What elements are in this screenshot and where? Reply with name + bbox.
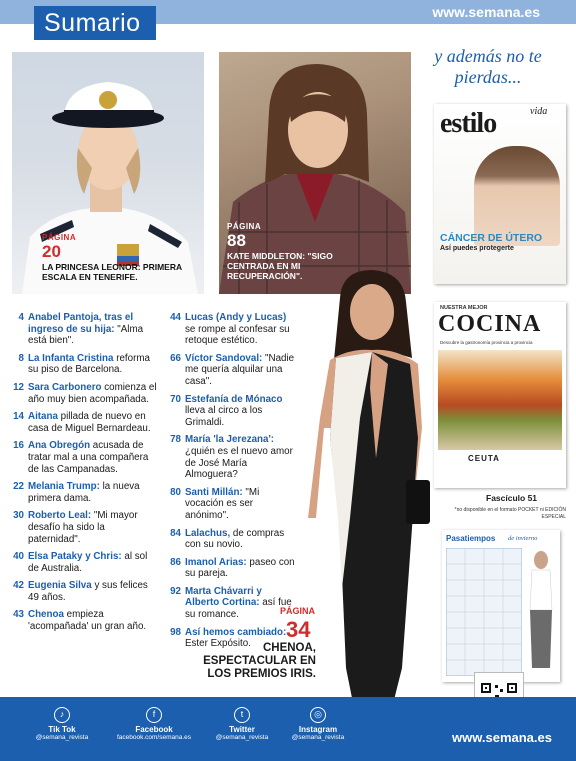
toc-item[interactable]: [165, 434, 295, 480]
toc-name: Así hemos cambiado:: [185, 626, 287, 638]
leonor-illustration: [12, 52, 204, 294]
photo-kate: [219, 52, 411, 294]
toc-text: reforma su piso de Barcelona.: [28, 352, 150, 376]
toc-page-num: 98: [170, 626, 181, 638]
social-instagram[interactable]: [286, 707, 350, 741]
toc-name: María 'la Jerezana':: [185, 434, 275, 446]
toc-text: "Mi mayor desafío ha sido la paternidad".: [28, 510, 138, 545]
toc-page-num: 78: [170, 434, 181, 446]
cocina-tagline: Descubre la gastronomía provincia a provincia: [440, 340, 533, 345]
fasciculo-label: Fascículo 51: [486, 493, 538, 503]
toc-text: "Alma está bien".: [28, 323, 144, 347]
section-title: Sumario: [34, 6, 156, 40]
toc-text: pillada de nuevo en casa de Miguel Bernardeau.: [28, 411, 151, 434]
toc-name: Roberto Leal:: [28, 510, 92, 522]
toc-text: se rompe al confesar su retoque estético.: [185, 323, 290, 347]
toc-text: de compras con su novio.: [185, 527, 285, 551]
photo-left-caption: LA PRINCESA LEONOR: PRIMERA ESCALA EN TENERIFE.: [42, 262, 182, 282]
toc-name: Aitana: [28, 411, 58, 423]
toc-item[interactable]: [165, 394, 295, 429]
toc-text: comienza el año muy bien acompañada.: [28, 381, 157, 405]
photo-right-caption: KATE MIDDLETON: "SIGO CENTRADA EN MI RECUPERACIÓN".: [227, 251, 333, 281]
toc-page-num: 80: [170, 486, 181, 498]
footer-bar: [0, 697, 576, 761]
estilo-brand: estilo: [440, 108, 497, 139]
toc-item[interactable]: [165, 312, 295, 347]
instagram-icon: ◎: [310, 707, 326, 723]
social-name: Instagram: [298, 725, 338, 734]
toc-text: "Mi vocación es ser anónimo".: [185, 486, 260, 521]
toc-page-num: 42: [13, 580, 24, 592]
cocina-region: CEUTA: [468, 454, 500, 463]
availability-note: *no disponible en el formato POCKET ni EDICIÓN ESPECIAL: [454, 507, 566, 520]
pasatiempos-cover[interactable]: [442, 530, 560, 682]
toc-page-num: 30: [13, 510, 24, 522]
sidebar-title: y además no te pierdas...: [434, 46, 542, 87]
toc-page-num: 86: [170, 556, 181, 568]
toc-name: Melania Trump:: [28, 481, 100, 493]
website-bottom[interactable]: www.semana.es: [452, 730, 552, 745]
toc-text: lleva al circo a los Grimaldi.: [185, 405, 263, 428]
toc-page-num: 16: [13, 440, 24, 452]
toc-item[interactable]: [8, 440, 158, 475]
toc-text: y sus felices 49 años.: [28, 580, 148, 603]
featured-page-num: 34: [286, 617, 311, 642]
toc-item[interactable]: [165, 528, 295, 551]
toc-name: Lucas (Andy y Lucas): [185, 312, 287, 323]
toc-name: La Infanta Cristina: [28, 352, 114, 364]
toc-page-num: 4: [18, 312, 24, 323]
toc-item[interactable]: [165, 487, 295, 522]
estilo-subline: Así puedes protegerte: [440, 245, 514, 252]
social-name: Twitter: [229, 725, 255, 734]
toc-item[interactable]: [165, 586, 295, 621]
toc-page-num: 14: [13, 411, 24, 423]
social-handle: @semana_revista: [35, 734, 89, 741]
toc-text: acusada de tratar mal a una compañera de las Campanadas.: [28, 440, 149, 475]
estilo-cover-photo: [474, 146, 560, 246]
toc-page-num: 84: [170, 527, 181, 539]
social-handle: @semana_revista: [291, 734, 345, 741]
toc-text: empieza 'acompañada' un gran año.: [28, 609, 147, 633]
toc-name: Eugenia Silva: [28, 580, 92, 592]
cocina-cover-photo: [438, 350, 562, 450]
toc-item[interactable]: [8, 609, 158, 632]
toc-page-num: 22: [13, 481, 24, 493]
toc-name: Imanol Arias:: [185, 556, 247, 568]
featured-caption: CHENOA, ESPECTACULAR EN LOS PREMIOS IRIS.: [203, 642, 316, 680]
cocina-cover[interactable]: [434, 302, 566, 488]
social-name: Tik Tok: [48, 725, 76, 734]
estilo-cover[interactable]: [434, 104, 566, 284]
toc-item[interactable]: [8, 382, 158, 405]
tiktok-icon: ♪: [54, 707, 70, 723]
toc-page-num: 44: [170, 312, 181, 323]
toc-item[interactable]: [8, 481, 158, 504]
toc-page-num: 43: [13, 609, 24, 621]
toc-text: paseo con su pareja.: [185, 556, 295, 580]
estilo-headline: CÁNCER DE ÚTERO: [440, 232, 543, 244]
toc-name: Estefanía de Mónaco: [185, 393, 283, 405]
photo-right-page-num: 88: [227, 231, 246, 250]
toc-name: Santi Millán:: [185, 486, 243, 498]
social-twitter[interactable]: [212, 707, 272, 741]
toc-right-column: [165, 312, 295, 656]
toc-page-num: 70: [170, 393, 181, 405]
toc-name: Lalachus,: [185, 527, 231, 539]
toc-name: Ana Obregón: [28, 440, 91, 452]
pasatiempos-brand: Pasatiempos: [446, 534, 496, 543]
toc-name: Sara Carbonero: [28, 381, 102, 393]
toc-item[interactable]: [8, 510, 158, 545]
photo-left-page-label: PÁGINA: [42, 233, 77, 242]
social-handle: facebook.com/semana.es: [116, 734, 192, 741]
toc-text: ¿quién es el nuevo amor de José María Almoguera?: [185, 445, 293, 481]
toc-page-num: 66: [170, 352, 181, 364]
toc-name: Marta Chávarri y Alberto Cortina:: [185, 585, 262, 609]
social-name: Facebook: [135, 725, 173, 734]
facebook-icon: f: [146, 707, 162, 723]
toc-item[interactable]: [165, 353, 295, 388]
toc-page-num: 8: [18, 352, 24, 364]
toc-item[interactable]: [165, 557, 295, 580]
toc-name: Elsa Pataky y Chris:: [28, 551, 122, 563]
pasatiempos-grid: [446, 548, 522, 676]
toc-page-num: 12: [13, 381, 24, 393]
toc-item[interactable]: [8, 411, 158, 434]
toc-item[interactable]: [8, 580, 158, 603]
social-tiktok[interactable]: [32, 707, 92, 741]
twitter-icon: t: [234, 707, 250, 723]
website-top[interactable]: www.semana.es: [432, 4, 540, 20]
toc-text: "Nadie me quería alquilar una casa".: [185, 352, 295, 387]
toc-text: la nueva primera dama.: [28, 481, 140, 504]
toc-name: Anabel Pantoja, tras el ingreso de su hija:: [28, 312, 134, 335]
social-handle: @semana_revista: [215, 734, 269, 741]
chenoa-figure: [300, 268, 450, 738]
toc-left-column: [8, 312, 158, 639]
toc-page-num: 92: [170, 585, 181, 597]
photo-right-page-label: PÁGINA: [227, 222, 262, 231]
toc-text: Ester Expósito.: [185, 638, 251, 650]
cocina-top-label: NUESTRA MEJOR: [440, 305, 488, 311]
toc-item[interactable]: [8, 551, 158, 574]
toc-item[interactable]: [8, 312, 158, 347]
toc-name: Chenoa: [28, 609, 64, 621]
toc-page-num: 40: [13, 551, 24, 563]
cocina-brand: COCINA: [438, 311, 542, 337]
social-facebook[interactable]: [108, 707, 200, 741]
toc-text: así fue su romance.: [185, 597, 292, 621]
estilo-brand-small: vida: [530, 106, 548, 117]
photo-leonor: [12, 52, 204, 294]
toc-text: al sol de Australia.: [28, 551, 148, 574]
pasatiempos-sub: de invierno: [508, 535, 538, 542]
featured-page-label: PÁGINA: [280, 606, 316, 616]
toc-name: Víctor Sandoval:: [185, 352, 263, 364]
pasatiempos-figure: [524, 550, 558, 676]
toc-item[interactable]: [8, 353, 158, 376]
photo-left-page-num: 20: [42, 242, 61, 261]
